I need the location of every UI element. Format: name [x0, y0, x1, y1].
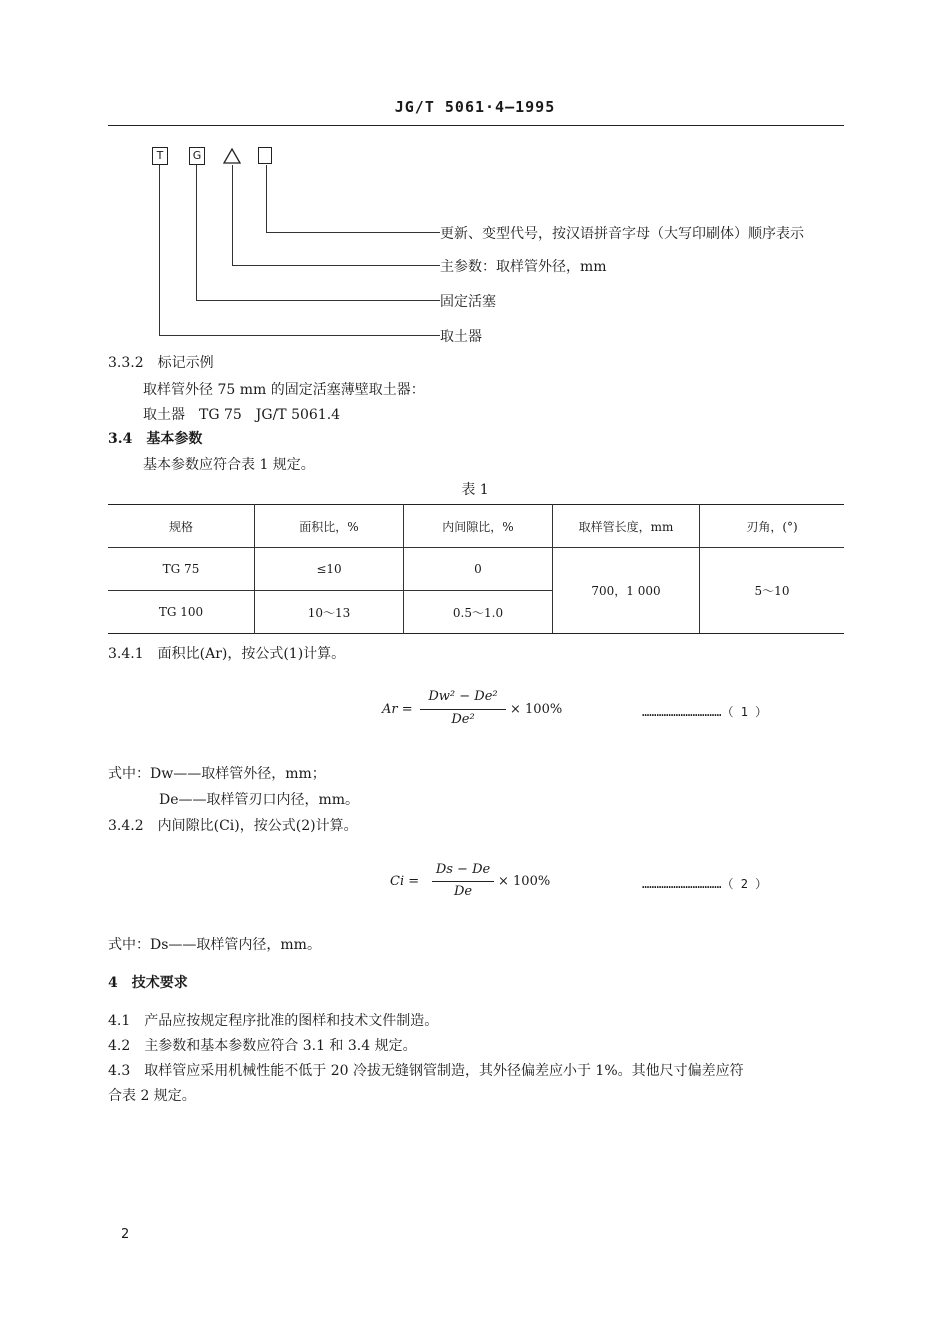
th-area-ratio: 面积比，% [255, 505, 404, 548]
formula-1-where-2: De——取样管刃口内径，mm。 [159, 792, 360, 808]
formula-1-factor: × 100% [510, 702, 563, 717]
section-4-1: 4.1 产品应按规定程序批准的图样和技术文件制造。 [108, 1013, 439, 1029]
formula-1-fraction-bar [420, 709, 506, 710]
marking-example-line1: 取样管外径 75 mm 的固定活塞薄壁取土器： [143, 382, 425, 398]
table-1 [108, 504, 844, 634]
formula-2-number: ……………………………（ 2 ） [642, 877, 768, 891]
section-3-4-1-heading: 3.4.1 面积比(Ar)，按公式(1)计算。 [108, 646, 346, 662]
section-3-3-2-heading: 3.3.2 标记示例 [108, 355, 214, 371]
table-row [108, 548, 844, 591]
leader-v-4 [159, 165, 160, 335]
th-gap-ratio: 内间隙比，% [404, 505, 553, 548]
cell-gap-1: 0 [404, 548, 553, 591]
marking-example-line2: 取土器 TG 75 JG/T 5061.4 [143, 407, 341, 423]
section-4-heading: 4 技术要求 [108, 975, 188, 991]
leader-v-3 [196, 165, 197, 300]
cell-length: 700，1 000 [553, 548, 700, 634]
label-main-param: 主参数：取样管外径，mm [440, 259, 607, 275]
leader-h-2 [232, 265, 440, 266]
cell-area-1: ≤10 [255, 548, 404, 591]
leader-v-2 [232, 165, 233, 265]
page-number: 2 [121, 1227, 130, 1242]
formula-1-number: ……………………………（ 1 ） [642, 705, 768, 719]
formula-1-where-1: 式中：Dw——取样管外径，mm； [108, 766, 326, 782]
leader-h-3 [196, 300, 440, 301]
formula-2-where-1: 式中：Ds——取样管内径，mm。 [108, 937, 321, 953]
label-fixed-piston: 固定活塞 [440, 294, 496, 310]
formula-1-lhs: Ar = [382, 702, 413, 717]
box-t: T [152, 147, 168, 165]
section-4-3-line2: 合表 2 规定。 [108, 1088, 196, 1104]
table-header-row [108, 505, 844, 548]
leader-h-1 [266, 232, 440, 233]
triangle-icon [222, 147, 242, 165]
section-4-2: 4.2 主参数和基本参数应符合 3.1 和 3.4 规定。 [108, 1038, 417, 1054]
label-sampler: 取土器 [440, 329, 482, 345]
formula-2-lhs: Ci = [390, 874, 420, 889]
leader-v-1 [266, 165, 267, 232]
square-placeholder [258, 147, 272, 164]
section-4-3-line1: 4.3 取样管应采用机械性能不低于 20 冷拔无缝钢管制造，其外径偏差应小于 1%。其他尺寸偏差应符 [108, 1063, 744, 1079]
cell-gap-2: 0.5～1.0 [404, 591, 553, 634]
leader-h-4 [159, 335, 440, 336]
cell-area-2: 10～13 [255, 591, 404, 634]
formula-2-numerator: Ds − De [435, 862, 491, 877]
label-variant-code: 更新、变型代号，按汉语拼音字母（大写印刷体）顺序表示 [440, 226, 804, 242]
cell-angle: 5～10 [700, 548, 845, 634]
formula-2-fraction-bar [432, 881, 494, 882]
th-length: 取样管长度，mm [553, 505, 700, 548]
section-3-4-2-heading: 3.4.2 内间隙比(Ci)，按公式(2)计算。 [108, 818, 358, 834]
section-3-4-heading: 3.4 基本参数 [108, 431, 203, 447]
formula-1-numerator: Dw² − De² [428, 689, 498, 704]
box-g: G [189, 147, 205, 165]
header-rule [108, 125, 844, 126]
table-1-caption: 表 1 [461, 482, 489, 498]
formula-2-factor: × 100% [498, 874, 551, 889]
document-header: JG/T 5061·4—1995 [394, 98, 556, 116]
section-3-4-text: 基本参数应符合表 1 规定。 [143, 457, 315, 473]
formula-2-denominator: De [453, 884, 473, 899]
cell-spec-1: TG 75 [108, 548, 255, 591]
th-spec: 规格 [108, 505, 255, 548]
th-edge-angle: 刃角，(°) [700, 505, 845, 548]
cell-spec-2: TG 100 [108, 591, 255, 634]
formula-1-denominator: De² [451, 712, 475, 727]
